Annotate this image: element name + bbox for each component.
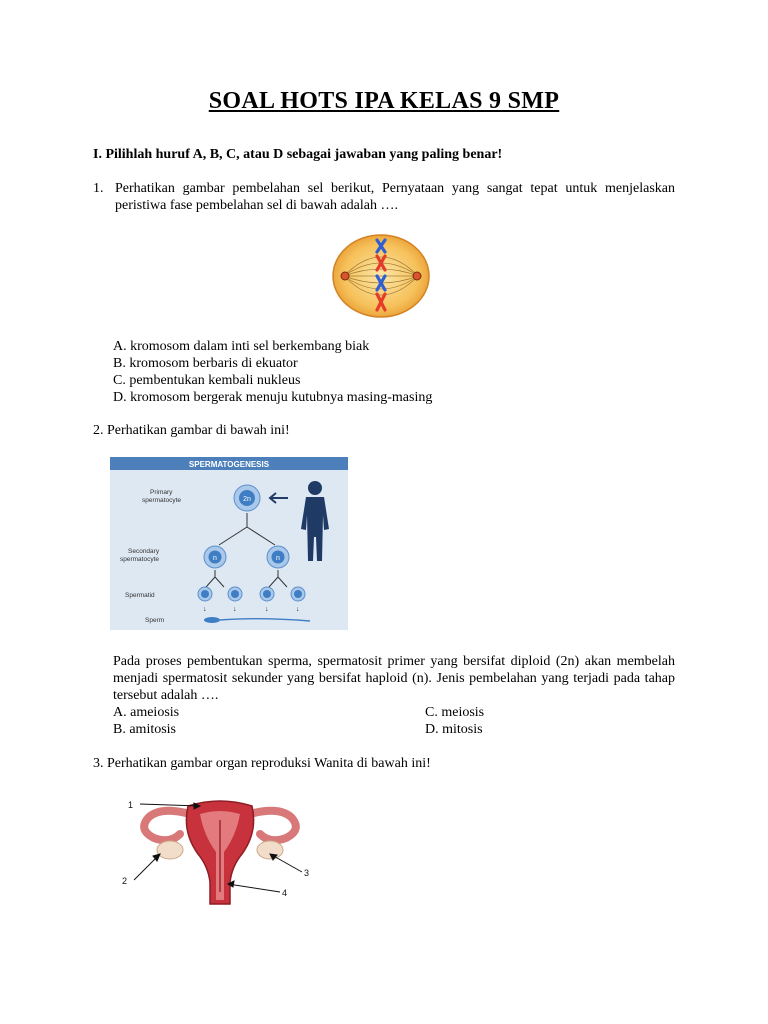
q1-option-a[interactable]: A. kromosom dalam inti sel berkembang biak	[113, 339, 370, 354]
q2-option-c[interactable]: C. meiosis	[425, 705, 485, 720]
q1-option-d[interactable]: D. kromosom bergerak menuju kutubnya masing-masing	[113, 390, 433, 405]
primary-label-2: spermatocyte	[142, 497, 182, 504]
cell-division-figure	[330, 232, 432, 320]
female-reproductive-figure	[120, 792, 320, 910]
label-3: 3	[304, 868, 310, 878]
cell-n-1: n	[213, 555, 217, 562]
secondary-label-1: Secondary	[128, 548, 160, 555]
q1-number: 1.	[93, 181, 104, 196]
q2-title: 2. Perhatikan gambar di bawah ini!	[93, 423, 290, 438]
sperm-label: Sperm	[145, 617, 165, 624]
secondary-label-2: spermatocyte	[120, 556, 160, 563]
q2-option-b[interactable]: B. amitosis	[113, 722, 177, 737]
q2-option-d[interactable]: D. mitosis	[425, 722, 483, 737]
q1-option-c[interactable]: C. pembentukan kembali nukleus	[113, 373, 301, 388]
spermatid-label: Spermatid	[125, 592, 155, 599]
spermatogenesis-figure	[110, 457, 348, 630]
cell-2n: 2n	[243, 496, 251, 503]
q1-options	[113, 338, 432, 406]
svg-text:↓: ↓	[296, 605, 300, 613]
cell-n-2: n	[276, 555, 280, 562]
label-2: 2	[122, 876, 128, 886]
q2-option-a[interactable]: A. ameiosis	[113, 705, 180, 720]
label-1: 1	[128, 800, 134, 810]
q1-option-b[interactable]: B. kromosom berbaris di ekuator	[113, 356, 298, 371]
q2-options-right	[425, 704, 484, 738]
svg-text:↓: ↓	[233, 605, 237, 613]
q1-text: Perhatikan gambar pembelahan sel berikut, Pernyataan yang sangat tepat untuk menjelaskan peristiwa fase pembelahan sel di bawah adalah ….	[115, 181, 675, 213]
spermato-header: SPERMATOGENESIS	[188, 460, 270, 469]
q2-options-left	[113, 704, 179, 738]
svg-text:↓: ↓	[265, 605, 269, 613]
page-title: SOAL HOTS IPA KELAS 9 SMP	[208, 88, 560, 114]
instruction-text: I. Pilihlah huruf A, B, C, atau D sebagai jawaban yang paling benar!	[93, 147, 503, 162]
label-4: 4	[282, 888, 288, 898]
primary-label-1: Primary	[150, 489, 173, 496]
q3-title: 3. Perhatikan gambar organ reproduksi Wanita di bawah ini!	[93, 756, 431, 771]
q2-paragraph: Pada proses pembentukan sperma, spermatosit primer yang bersifat diploid (2n) akan membelah menjadi spermatosit sekunder yang bersifat haploid (n). Jenis pembelahan yang terjadi pada tahap tersebut adalah ….	[113, 654, 675, 703]
svg-text:↓: ↓	[203, 605, 207, 613]
